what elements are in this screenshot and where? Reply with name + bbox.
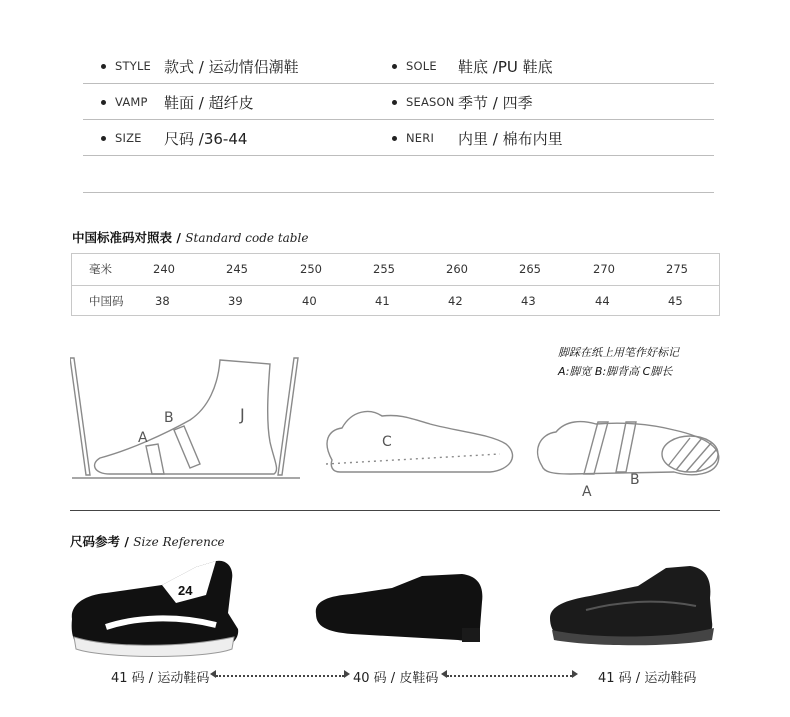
size-cell-cn: 44 (595, 294, 610, 308)
arrow-right-icon (344, 670, 350, 678)
spec-key: NERI (406, 131, 435, 145)
footprint-outline (327, 412, 512, 472)
size-cell-mm: 240 (153, 262, 175, 276)
spec-row-empty (83, 156, 714, 193)
bullet-icon (101, 64, 106, 69)
bullet-icon (101, 136, 106, 141)
spec-value: 鞋底 /PU 鞋底 (458, 57, 553, 76)
running-shoe-image (546, 562, 722, 652)
spec-value: 尺码 /36-44 (164, 129, 248, 148)
size-reference-title-cn: 尺码参考 / (70, 534, 129, 549)
size-cell-cn: 42 (448, 294, 463, 308)
size-table-title (72, 228, 308, 246)
caption-running-shoe: 41 码 / 运动鞋码 (598, 671, 697, 686)
label-c: C (382, 434, 392, 450)
size-table-row-cn (72, 285, 719, 316)
spec-item-vamp (101, 84, 254, 120)
label-a: A (138, 430, 148, 446)
dress-shoe-image (312, 568, 488, 648)
tape-a (146, 444, 164, 474)
size-cell-cn: 40 (302, 294, 317, 308)
spec-key: STYLE (115, 59, 152, 73)
spec-value: 款式 / 运动情侣潮鞋 (164, 57, 299, 76)
spec-value: 内里 / 棉布内里 (458, 129, 563, 148)
section-divider (70, 510, 720, 511)
tape-a2 (584, 422, 608, 474)
spec-item-season (392, 84, 533, 120)
spec-item-style (101, 48, 299, 84)
spec-row (83, 84, 714, 120)
spec-row (83, 48, 714, 84)
bullet-icon (101, 100, 106, 105)
row-label: 中国码 (89, 294, 124, 308)
bullet-icon (392, 136, 397, 141)
size-table-title-en: Standard code table (185, 231, 309, 245)
measure-note (558, 343, 679, 381)
spec-item-size (101, 120, 248, 156)
arrow-right-icon (572, 670, 578, 678)
size-cell-mm: 260 (446, 262, 468, 276)
spec-list (83, 48, 714, 193)
dotted-connector (216, 675, 344, 677)
spec-key: VAMP (115, 95, 148, 109)
label-b2: B (630, 472, 640, 488)
size-cell-cn: 43 (521, 294, 536, 308)
tape-b2 (616, 422, 636, 472)
spec-key: SOLE (406, 59, 437, 73)
left-ruler (70, 358, 90, 475)
badge-number: 24 (178, 583, 193, 598)
size-table-row-mm (72, 254, 719, 285)
spec-key: SEASON (406, 95, 455, 109)
size-table (71, 253, 720, 316)
size-cell-mm: 255 (373, 262, 395, 276)
size-cell-mm: 245 (226, 262, 248, 276)
spec-row (83, 120, 714, 156)
size-cell-cn: 39 (228, 294, 243, 308)
size-cell-cn: 41 (375, 294, 390, 308)
spec-key: SIZE (115, 131, 142, 145)
tape-b (174, 426, 200, 468)
row-label: 毫米 (89, 262, 112, 276)
right-ruler (278, 358, 298, 475)
size-cell-mm: 275 (666, 262, 688, 276)
label-j: J (240, 405, 245, 424)
label-b: B (164, 410, 174, 426)
size-cell-mm: 250 (300, 262, 322, 276)
sneaker-image (66, 555, 242, 663)
tape-c (326, 454, 500, 464)
label-a2: A (582, 484, 592, 500)
size-cell-mm: 270 (593, 262, 615, 276)
dotted-connector (447, 675, 572, 677)
size-cell-cn: 45 (668, 294, 683, 308)
measure-note-line1: 脚踩在纸上用笔作好标记 (558, 346, 679, 359)
footprint-ab-outline (538, 422, 719, 475)
measure-note-line2: A:脚宽 B:脚背高 C脚长 (558, 365, 673, 378)
size-cell-mm: 265 (519, 262, 541, 276)
bullet-icon (392, 100, 397, 105)
size-cell-cn: 38 (155, 294, 170, 308)
spec-value: 鞋面 / 超纤皮 (164, 93, 254, 112)
spec-value: 季节 / 四季 (458, 93, 533, 112)
caption-sneaker: 41 码 / 运动鞋码 (111, 671, 210, 686)
size-reference-title (70, 532, 225, 550)
bullet-icon (392, 64, 397, 69)
size-table-title-cn: 中国标准码对照表 / (72, 230, 181, 245)
spec-item-sole (392, 48, 553, 84)
spec-item-neri (392, 120, 563, 156)
caption-dress-shoe: 40 码 / 皮鞋码 (353, 671, 439, 686)
size-reference-title-en: Size Reference (133, 535, 225, 549)
